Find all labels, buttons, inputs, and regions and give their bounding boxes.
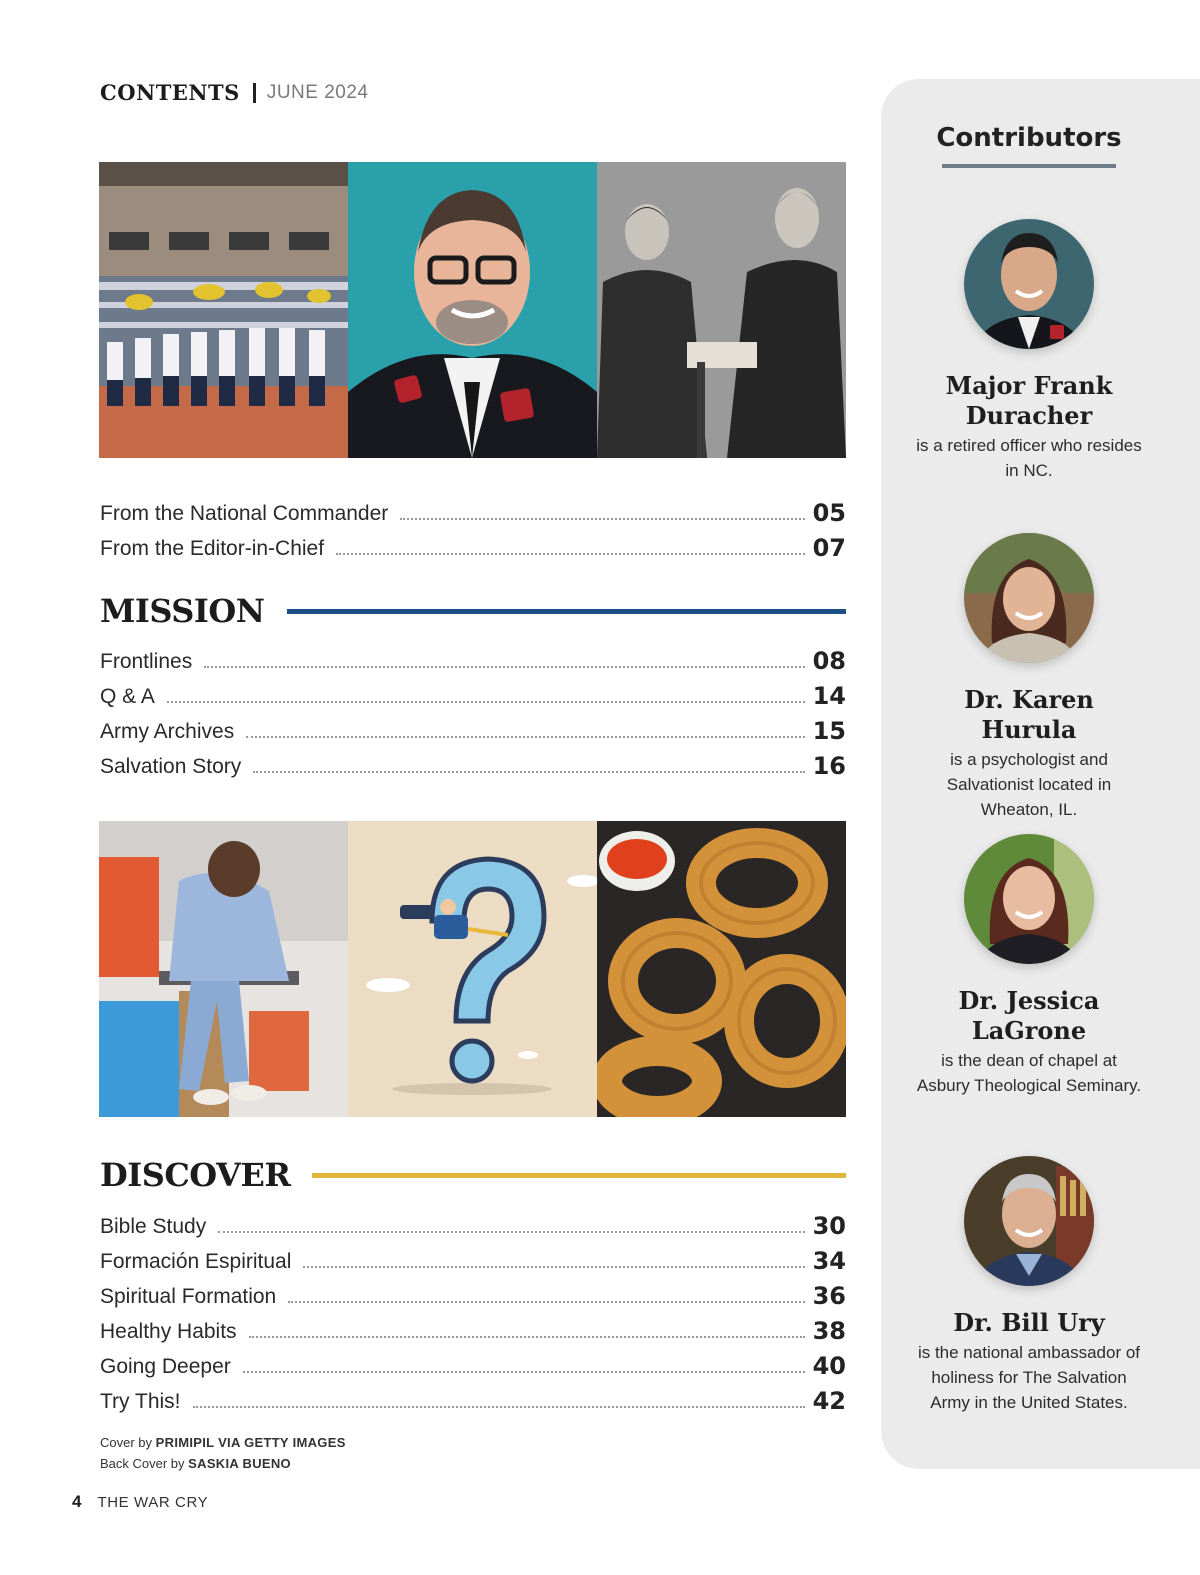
leader-dots: [400, 518, 804, 520]
top-photo-strip: [99, 162, 846, 458]
toc-entry-page: 08: [812, 647, 846, 675]
cover-credit-name: PRIMIPIL VIA GETTY IMAGES: [155, 1435, 346, 1450]
photo-credits: [100, 1432, 346, 1474]
discover-heading: [100, 1156, 846, 1194]
contributor-name: Dr. Karen Hurula: [964, 685, 1094, 744]
toc-entry[interactable]: [100, 492, 846, 527]
question-mark-illustration: [348, 821, 597, 1117]
page-number: 4: [72, 1492, 82, 1511]
leader-dots: [249, 1336, 805, 1338]
middle-photo-strip: [99, 821, 846, 1117]
historic-women-photo: [597, 162, 846, 458]
contributor-card: [881, 834, 1177, 1098]
contributor-card: [881, 533, 1177, 822]
section-title: MISSION: [100, 592, 265, 630]
toc-entry-label: Bible Study: [100, 1215, 207, 1238]
toc-entry-page: 40: [812, 1352, 846, 1380]
leader-dots: [167, 701, 805, 703]
back-credit-prefix: Back Cover by: [100, 1456, 185, 1471]
toc-entry-page: 14: [812, 682, 846, 710]
toc-entry-page: 05: [812, 499, 846, 527]
section-title: DISCOVER: [100, 1156, 291, 1194]
header-divider: [253, 83, 256, 103]
leader-dots: [303, 1266, 804, 1268]
avatar: [964, 834, 1094, 964]
contributor-bio: is the national ambassador of holiness for The Salvation Army in the United States.: [917, 1343, 1141, 1412]
toc-entry-label: Spiritual Formation: [100, 1285, 277, 1308]
sidebar-title: Contributors: [936, 123, 1122, 153]
page-header: [100, 80, 369, 105]
commander-portrait-photo: [348, 162, 597, 458]
contributor-name: Dr. Bill Ury: [953, 1308, 1105, 1337]
mission-heading: [100, 592, 846, 630]
contributor-bio: is a psychologist and Salvationist located in Wheaton, IL.: [946, 750, 1112, 819]
toc-entry[interactable]: [100, 1345, 846, 1380]
toc-entry-label: Healthy Habits: [100, 1320, 237, 1343]
toc-entry[interactable]: [100, 745, 846, 780]
toc-entry[interactable]: [100, 1205, 846, 1240]
toc-entry-label: From the National Commander: [100, 502, 389, 525]
toc-entry-label: Formación Espiritual: [100, 1250, 292, 1273]
intro-toc: [100, 492, 846, 562]
contributor-name: Dr. Jessica LaGrone: [958, 986, 1100, 1045]
toc-entry-page: 30: [812, 1212, 846, 1240]
contributor-name: Major Frank Duracher: [945, 371, 1113, 430]
toc-entry-label: Going Deeper: [100, 1355, 231, 1378]
magazine-name: THE WAR CRY: [97, 1493, 209, 1511]
toc-entry[interactable]: [100, 640, 846, 675]
toc-entry-label: From the Editor-in-Chief: [100, 537, 325, 560]
toc-entry-page: 42: [812, 1387, 846, 1415]
sidebar-title-rule: [942, 164, 1116, 168]
toc-entry[interactable]: [100, 1310, 846, 1345]
leader-dots: [218, 1231, 804, 1233]
section-label: CONTENTS: [100, 80, 240, 105]
mission-toc: [100, 640, 846, 780]
toc-entry-page: 16: [812, 752, 846, 780]
contributor-card: [881, 219, 1177, 483]
toc-entry-label: Try This!: [100, 1390, 181, 1413]
avatar: [964, 219, 1094, 349]
leader-dots: [246, 736, 804, 738]
avatar: [964, 533, 1094, 663]
section-rule: [287, 609, 847, 614]
cover-credit-prefix: Cover by: [100, 1435, 153, 1450]
toc-entry-page: 36: [812, 1282, 846, 1310]
page-footer: [72, 1492, 208, 1512]
onion-rings-photo: [597, 821, 846, 1117]
toc-entry-label: Q & A: [100, 685, 155, 708]
leader-dots: [336, 553, 805, 555]
issue-date: JUNE 2024: [266, 81, 369, 103]
toc-entry-label: Frontlines: [100, 650, 193, 673]
discover-toc: [100, 1205, 846, 1415]
leader-dots: [288, 1301, 804, 1303]
contributor-bio: is the dean of chapel at Asbury Theological Seminary.: [916, 1051, 1142, 1095]
shopper-stressed-photo: [99, 821, 348, 1117]
leader-dots: [204, 666, 804, 668]
toc-entry-page: 34: [812, 1247, 846, 1275]
contributor-card: [881, 1156, 1177, 1415]
toc-entry-label: Salvation Story: [100, 755, 242, 778]
toc-entry[interactable]: [100, 710, 846, 745]
back-credit-name: SASKIA BUENO: [188, 1456, 291, 1471]
toc-entry-label: Army Archives: [100, 720, 235, 743]
toc-entry-page: 15: [812, 717, 846, 745]
leader-dots: [193, 1406, 805, 1408]
avatar: [964, 1156, 1094, 1286]
leader-dots: [243, 1371, 805, 1373]
toc-entry[interactable]: [100, 1240, 846, 1275]
toc-entry[interactable]: [100, 675, 846, 710]
marching-band-photo: [99, 162, 348, 458]
back-cover-credit: [100, 1453, 346, 1474]
toc-entry-page: 07: [812, 534, 846, 562]
cover-credit: [100, 1432, 346, 1453]
contributor-bio: is a retired officer who resides in NC.: [916, 436, 1142, 480]
toc-entry-page: 38: [812, 1317, 846, 1345]
contributors-sidebar: [881, 79, 1200, 1469]
section-rule: [312, 1173, 846, 1178]
leader-dots: [253, 771, 804, 773]
toc-entry[interactable]: [100, 527, 846, 562]
toc-entry[interactable]: [100, 1275, 846, 1310]
toc-entry[interactable]: [100, 1380, 846, 1415]
